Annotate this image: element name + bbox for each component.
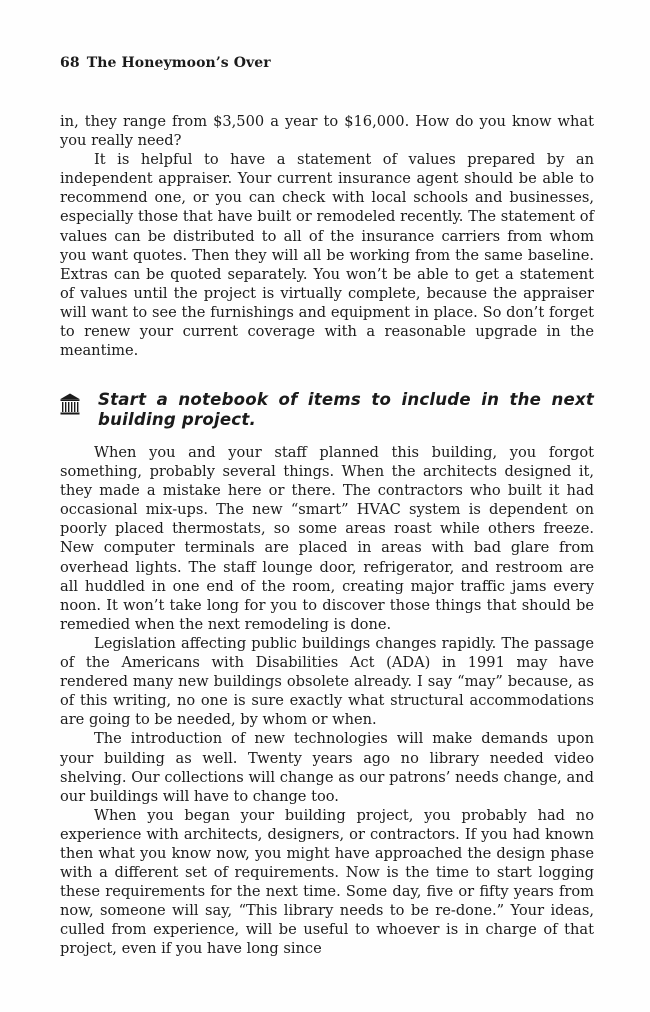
page-number: 68 [60,55,80,71]
paragraph-legislation: Legislation affecting public buildings changes rapidly. The passage of the Americans with Disabilities Act (ADA) in 1991 may have rendered many new buildings obsolete already. I say “may” because, as of this writing, no one is sure exactly what structural accommodations are going to be needed, by whom or when. [60,634,594,729]
paragraph-statement-of-values: It is helpful to have a statement of values prepared by an independent appraiser. Your current insurance agent should be able to recommend one, or you can check with local schools and businesses, especially those that have built or remodeled recently. The statement of values can be distributed to all of the insurance carriers from whom you want quotes. Then they will all be working from the same baseline. Extras can be quoted separately. You won’t be able to get a statement of values until the project is virtually complete, because the appraiser will want to see the furnishings and equipment in place. So don’t forget to renew your current coverage with a reasonable upgrade in the meantime. [60,151,594,360]
running-title: The Honeymoon’s Over [86,55,271,71]
library-building-icon [60,393,80,415]
paragraph-continued: in, they range from $3,500 a year to $16,000. How do you know what you really need? [60,113,594,150]
tip-heading: Start a notebook of items to include in the next building project. [98,390,594,429]
body-text-section-intro [60,112,594,360]
running-head [60,55,271,71]
paragraph-technologies: The introduction of new technologies will make demands upon your building as well. Twenty years ago no library needed video shelving. Our collections will change as our patrons’ needs change, and our buildings will have to change too. [60,730,594,805]
paragraph-planning-mistakes: When you and your staff planned this building, you forgot something, probably several things. When the architects designed it, they made a mistake here or there. The contractors who built it had occasional mix-ups. The new “smart” HVAC system is dependent on poorly placed thermostats, so some areas roast while others freeze. New computer terminals are placed in areas with bad glare from overhead lights. The staff lounge door, refrigerator, and restroom are all huddled in one end of the room, creating major traffic jams every noon. It won’t take long for you to discover those things that should be remedied when the next remodeling is done. [60,444,594,633]
tip-callout [60,390,594,436]
body-text-section-notebook [60,443,594,959]
paragraph-experience: When you began your building project, you probably had no experience with architects, designers, or contractors. If you had known then what you know now, you might have approached the design phase with a different set of requirements. Now is the time to start logging these requirements for the next time. Some day, five or fifty years from now, someone will say, “This library needs to be re-done.” Your ideas, culled from experience, will be useful to whoever is in charge of that project, even if you have long since [60,806,594,958]
